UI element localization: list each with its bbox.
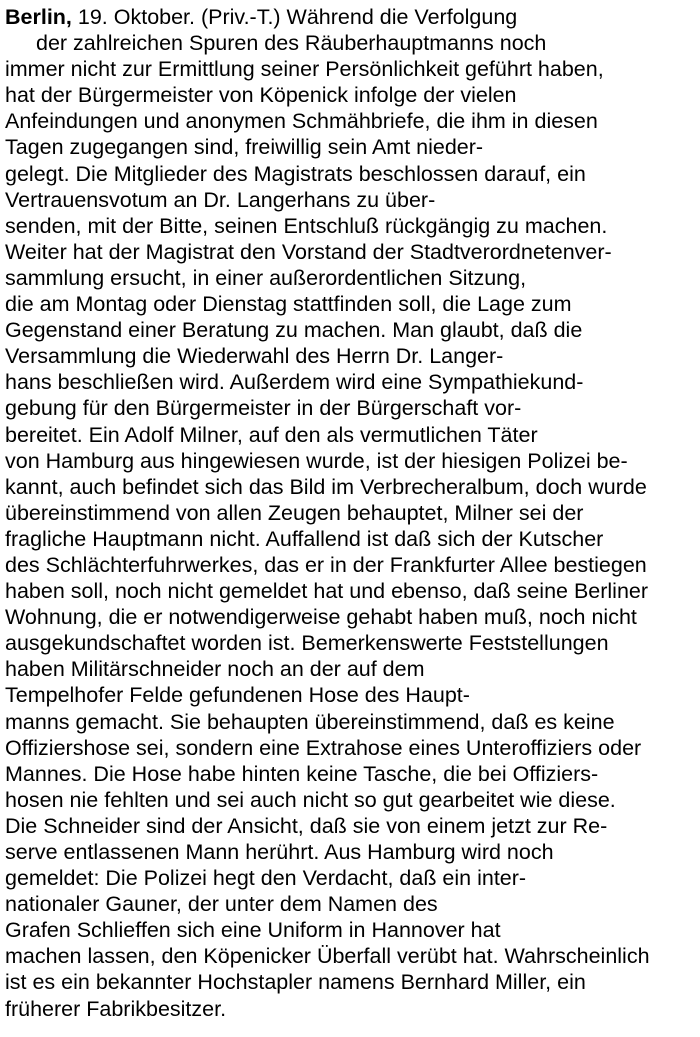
text-line-14: Versammlung die Wiederwahl des Herrn Dr. Langer- [5,344,504,369]
text-line-37: machen lassen, den Köpenicker Überfall verübt hat. Wahrscheinlich [5,944,650,969]
text-line-9: senden, mit der Bitte, seinen Entschluß rückgängig zu machen. [5,213,608,238]
text-line-29: Offiziershose sei, sondern eine Extrahose eines Unteroffiziers oder [5,735,642,760]
text-line-18: von Hamburg aus hingewiesen wurde, ist der hiesigen Polizei be- [5,448,628,473]
text-line-8: Vertrauensvotum an Dr. Langerhans zu über- [5,187,436,212]
text-line-12: die am Montag oder Dienstag stattfinden soll, die Lage zum [5,292,572,317]
text-line-7: gelegt. Die Mitglieder des Magistrats beschlossen darauf, ein [5,161,586,186]
text-line-13: Gegenstand einer Beratung zu machen. Man glaubt, daß die [5,318,583,343]
text-line-5: Anfeindungen und anonymen Schmähbriefe, die ihm in diesen [5,109,598,134]
article-text [5,4,697,1022]
text-line-17: bereitet. Ein Adolf Milner, auf den als vermutlichen Täter [5,422,538,447]
text-line-22: des Schlächterfuhrwerkes, das er in der Frankfurter Allee bestiegen [5,552,647,577]
text-line-31: hosen nie fehlten und sei auch nicht so gut gearbeitet wie diese. [5,787,616,812]
text-line-26: haben Militärschneider noch an der auf dem [5,657,425,682]
text-line-16: gebung für den Bürgermeister in der Bürgerschaft vor- [5,396,522,421]
text-line-39: früherer Fabrikbesitzer. [5,996,227,1021]
text-line-35: nationaler Gauner, der unter dem Namen des [5,892,438,917]
text-line-1 [5,4,697,30]
text-line-10: Weiter hat der Magistrat den Vorstand der Stadtverordnetenver- [5,239,612,264]
dateline: Berlin, [5,5,72,29]
text-line-15: hans beschließen wird. Außerdem wird eine Sympathiekund- [5,370,584,395]
text-line-33: serve entlassenen Mann herührt. Aus Hamburg wird noch [5,840,554,864]
text-line-24: Wohnung, die er notwendigerweise gehabt haben muß, noch nicht [5,605,637,630]
text-line-28: manns gemacht. Sie behaupten übereinstimmend, daß es keine [5,709,615,734]
text-line-21: fragliche Hauptmann nicht. Auffallend ist daß sich der Kutscher [5,526,604,551]
text-line-2: der zahlreichen Spuren des Räuberhauptmanns noch [36,31,547,56]
text-line-11: sammlung ersucht, in einer außerordentlichen Sitzung, [5,265,527,290]
text-line-32: Die Schneider sind der Ansicht, daß sie von einem jetzt zur Re- [5,813,608,838]
text-line-3: immer nicht zur Ermittlung seiner Persönlichkeit geführt haben, [5,57,604,82]
text-line-6: Tagen zugegangen sind, freiwillig sein Amt nieder- [5,135,484,160]
text-line-content: 19. Oktober. (Priv.-T.) Während die Verfolgung [71,5,518,29]
text-line-27: Tempelhofer Felde gefundenen Hose des Haupt- [5,683,470,708]
text-line-30: Mannes. Die Hose habe hinten keine Tasche, die bei Offiziers- [5,761,599,786]
text-line-4: hat der Bürgermeister von Köpenick infolge der vielen [5,83,517,108]
text-line-34: gemeldet: Die Polizei hegt den Verdacht, daß ein inter- [5,866,527,891]
text-line-38: ist es ein bekannter Hochstapler namens Bernhard Miller, ein [5,970,586,995]
text-line-25: ausgekundschaftet worden ist. Bemerkenswerte Feststellungen [5,631,609,656]
text-line-23: haben soll, noch nicht gemeldet hat und ebenso, daß seine Berliner [5,579,649,604]
text-line-20: übereinstimmend von allen Zeugen behauptet, Milner sei der [5,500,584,525]
text-line-19: kannt, auch befindet sich das Bild im Verbrecheralbum, doch wurde [5,474,647,499]
text-line-36: Grafen Schlieffen sich eine Uniform in Hannover hat [5,918,501,943]
